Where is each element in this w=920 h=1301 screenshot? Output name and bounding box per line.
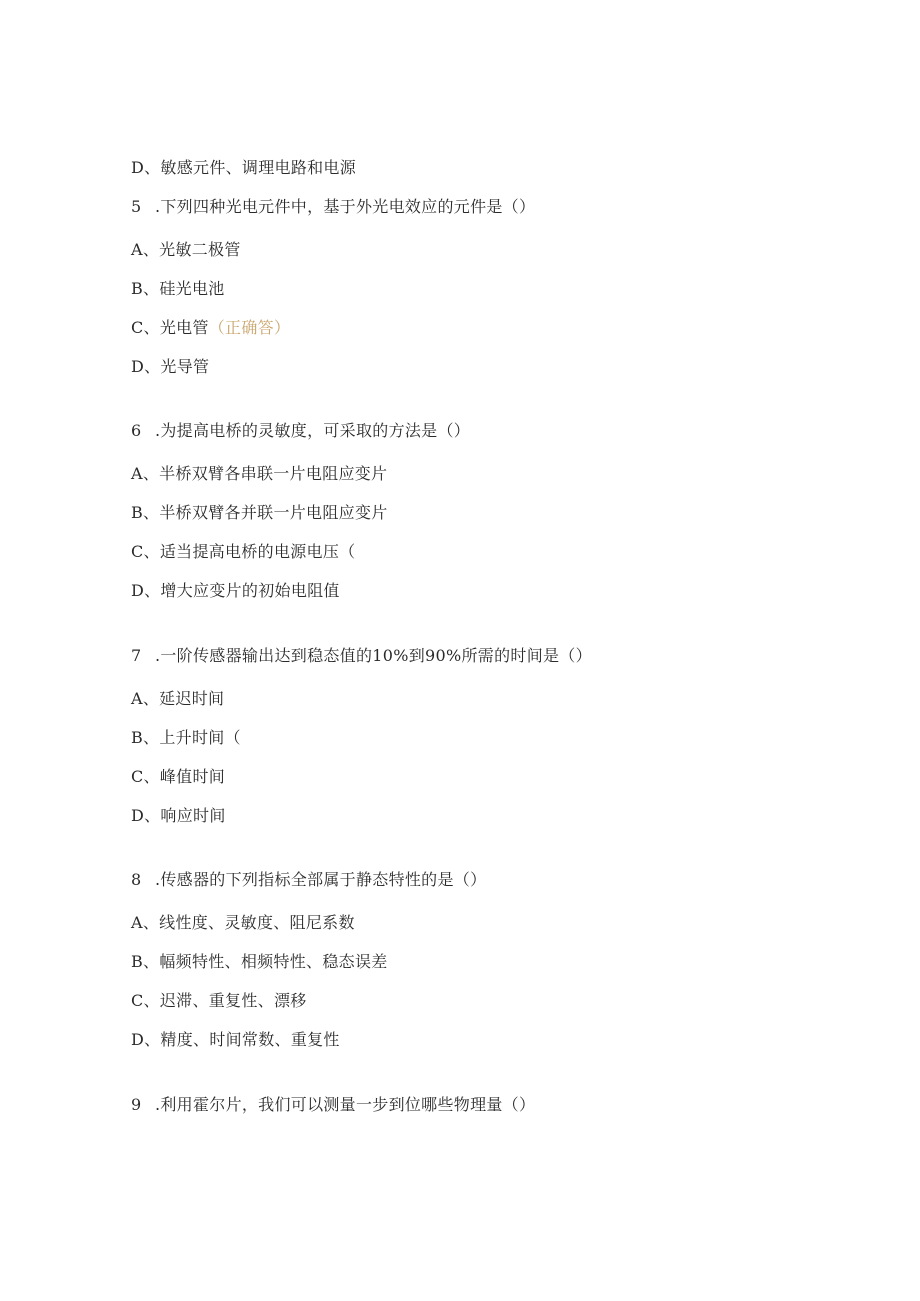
option-7c: C、峰值时间 xyxy=(131,767,226,786)
question-number: 6 xyxy=(131,421,142,440)
correct-answer-tag: （正确答） xyxy=(208,318,291,337)
option-8c: C、迟滞、重复性、漂移 xyxy=(131,991,307,1010)
question-9 xyxy=(131,1094,535,1116)
question-text: .为提高电桥的灵敏度，可采取的方法是（） xyxy=(155,421,471,440)
question-text: .利用霍尔片，我们可以测量一步到位哪些物理量（） xyxy=(155,1095,536,1114)
question-number: 8 xyxy=(131,870,142,889)
question-8 xyxy=(131,869,486,891)
option-7a: A、延迟时间 xyxy=(131,689,225,708)
option-5b: B、硅光电池 xyxy=(131,279,225,298)
question-text: .传感器的下列指标全部属于静态特性的是（） xyxy=(155,870,487,889)
option-6a: A、半桥双臂各串联一片电阻应变片 xyxy=(131,464,388,483)
option-8d: D、精度、时间常数、重复性 xyxy=(131,1030,340,1049)
question-text: .一阶传感器输出达到稳态值的10%到90%所需的时间是（） xyxy=(155,646,592,665)
option-6d: D、增大应变片的初始电阻值 xyxy=(131,581,340,600)
question-text: .下列四种光电元件中，基于外光电效应的元件是（） xyxy=(155,197,536,216)
question-7 xyxy=(131,645,592,667)
question-number: 9 xyxy=(131,1095,142,1114)
question-6 xyxy=(131,420,470,442)
option-7d: D、响应时间 xyxy=(131,806,226,825)
option-7b: B、上升时间（ xyxy=(131,728,241,747)
option-8b: B、幅频特性、相频特性、稳态误差 xyxy=(131,952,388,971)
question-number: 7 xyxy=(131,646,142,665)
question-5 xyxy=(131,196,535,218)
option-8a: A、线性度、灵敏度、阻尼系数 xyxy=(131,913,355,932)
option-5c: C、光电管（正确答） xyxy=(131,318,291,337)
option-5a: A、光敏二极管 xyxy=(131,240,241,259)
option-5d: D、光导管 xyxy=(131,357,210,376)
option-4d: D、敏感元件、调理电路和电源 xyxy=(131,158,357,177)
option-6c: C、适当提高电桥的电源电压（ xyxy=(131,542,356,561)
question-number: 5 xyxy=(131,197,142,216)
option-6b: B、半桥双臂各并联一片电阻应变片 xyxy=(131,503,388,522)
